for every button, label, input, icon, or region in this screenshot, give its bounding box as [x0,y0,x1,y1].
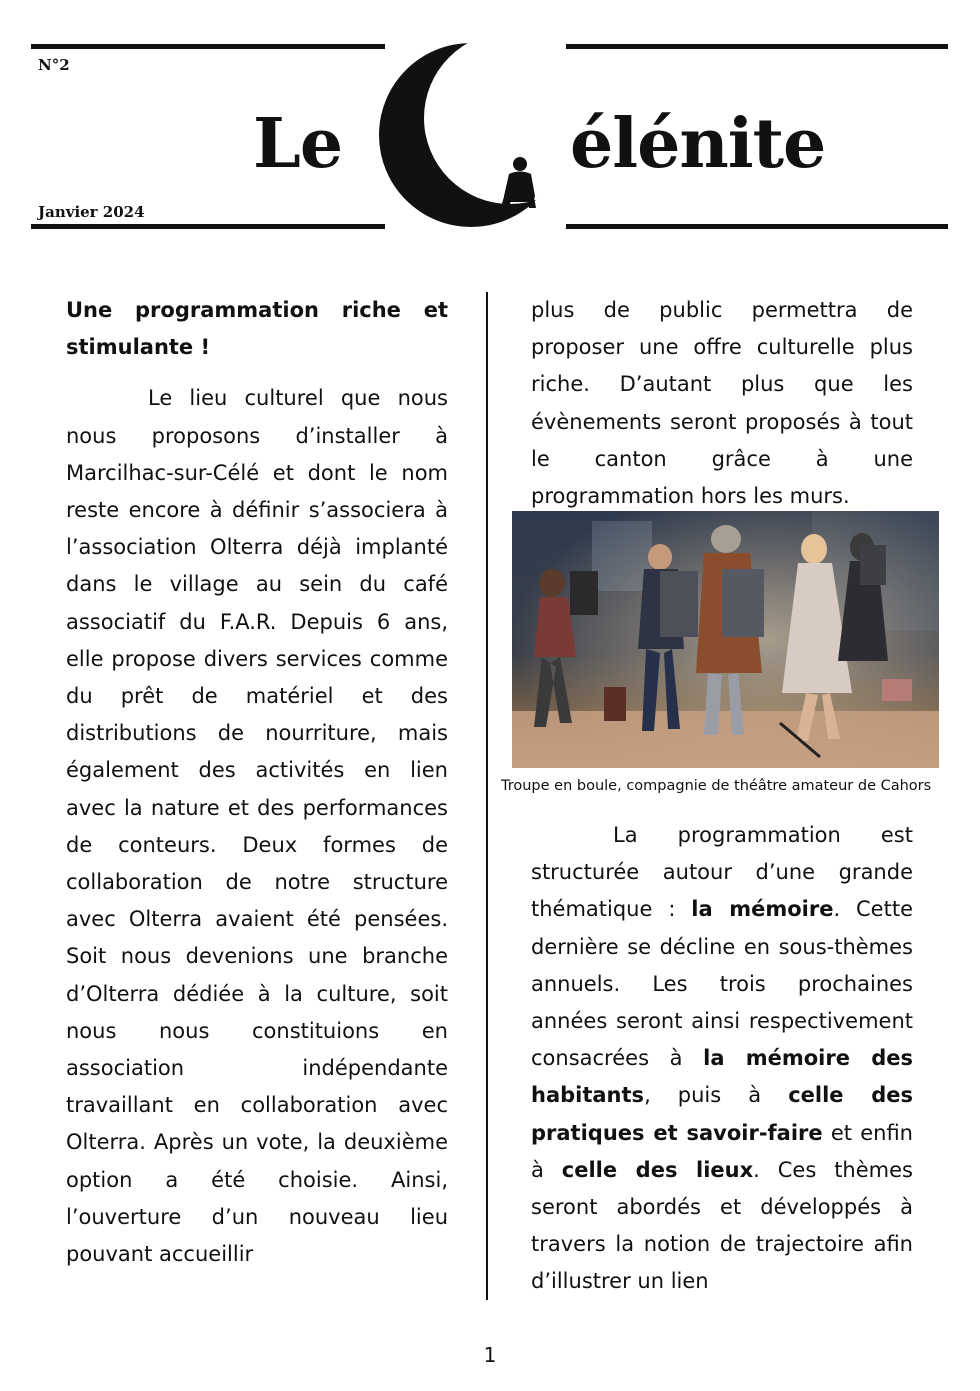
paragraph-2-bold-memoire: la mémoire [691,897,834,922]
title-le: Le [253,104,343,184]
paragraph-2-bold-lieux: celle des lieux [561,1157,754,1182]
crescent-moon-logo [378,40,564,230]
title-celenite: élénite [570,104,826,184]
masthead-rule-bottom-right [566,224,948,229]
article-paragraph-2 [531,817,913,1301]
masthead-rule-top-left [31,44,385,49]
right-column-top [531,292,913,515]
paragraph-2-text-5: . Ces thèmes seront abordés et développés à travers la notion de trajectoire afin d’illustrer un lien [531,1157,913,1294]
left-column [66,292,448,1273]
article-heading: Une programmation riche et stimulante ! [66,298,448,360]
paragraph-2-bold-pratiques: celle des pratiques et savoir-faire [531,1083,913,1145]
masthead-rule-top-right [566,44,948,49]
issue-date: Janvier 2024 [38,203,145,221]
column-divider [486,292,488,1300]
paragraph-2-text-1: La programmation est structurée autour d’une grande thématique : [531,823,913,922]
article-paragraph-1: Le lieu culturel que nous nous proposons d’installer à Marcilhac-sur-Célé et dont le nom reste encore à définir s’associera à l’association Olterra déjà implanté dans le village au sein du café associatif du F.A.R. Depuis 6 ans, elle propose divers services comme du prêt de matériel et des distributions de nourriture, mais également des activités en lien avec la nature et des performances de conteurs. Deux formes de collaboration de notre structure avec Olterra avaient été pensées. Soit nous devenions une branche d’Olterra dédiée à la culture, soit nous nous constituions en association indépendante travaillant en collaboration avec Olterra. Après un vote, la deuxième option a été choisie. Ainsi, l’ouverture d’un nouveau lieu pouvant accueillir [66,386,448,1267]
masthead-rule-bottom-left [31,224,385,229]
page-number: 1 [483,1343,497,1367]
paragraph-2-text-4: et enfin à [531,1120,913,1182]
paragraph-2-text-3: , puis à [644,1083,789,1108]
paragraph-2-bold-habitants: la mémoire des habitants [531,1046,914,1108]
right-column-bottom [531,817,913,1301]
issue-number: N°2 [38,56,70,74]
article-paragraph-1-continued: plus de public permettra de proposer une offre culturelle plus riche. D’autant plus que les évènements seront proposés à tout le canton grâce à une programmation hors les murs. [531,298,913,509]
photo-caption: Troupe en boule, compagnie de théâtre amateur de Cahors [501,778,932,794]
paragraph-2-text-2: . Cette dernière se décline en sous-thèmes annuels. Les trois prochaines années seront ainsi respectivement consacrées à [531,897,913,1071]
theatre-troupe-photo [512,511,939,768]
